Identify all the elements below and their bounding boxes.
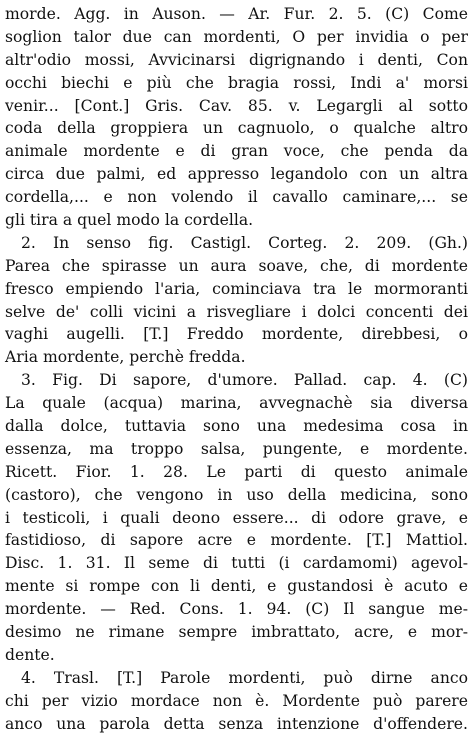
- sense-heading-2: 2. In senso fig. Castigl. Corteg. 2. 209. (Gh.): [21, 233, 468, 252]
- text-line: Disc. 1. 31. Il seme di tutti (i cardamomi) agevol-: [5, 554, 468, 573]
- text-line: circa due palmi, ed appresso legandolo con un altra: [5, 165, 468, 184]
- text-line: altr'odio mossi, Avvicinarsi digrignando i denti, Con: [5, 50, 468, 69]
- text-line: soglion talor due can mordenti, O per invidia o per: [5, 27, 468, 46]
- text-line: Ricett. Fior. 1. 28. Le parti di questo animale: [5, 462, 468, 481]
- text-line: mordente. — Red. Cons. 1. 94. (C) Il sangue me-: [5, 600, 468, 619]
- text-line: anco una parola detta senza intenzione d'offendere.: [5, 714, 468, 733]
- text-line: essenza, ma troppo salsa, pungente, e mordente.: [5, 439, 468, 458]
- text-line: selve de' colli vicini a risvegliare i dolci concenti dei: [5, 302, 468, 321]
- text-line: animale mordente e di gran voce, che penda da: [5, 142, 468, 161]
- sense-heading-4: 4. Trasl. [T.] Parole mordenti, può dirne anco: [21, 668, 468, 687]
- sense-heading-3: 3. Fig. Di sapore, d'umore. Pallad. cap. 4. (C): [21, 371, 468, 390]
- text-line: i testicoli, i quali deono essere... di odore grave, e: [5, 508, 468, 527]
- text-line: (castoro), che vengono in uso della medicina, sono: [5, 485, 468, 504]
- text-line: chi per vizio mordace non è. Mordente può parere: [5, 691, 468, 710]
- text-line: vaghi augelli. [T.] Freddo mordente, direbbesi, o: [5, 325, 468, 344]
- text-line: Parea che spirasse un aura soave, che, di mordente: [5, 256, 468, 275]
- text-line: cordella,... e non volendo il cavallo caminare,... se: [5, 188, 468, 207]
- text-line: dalla dolce, tuttavia sono una medesima cosa in: [5, 417, 468, 436]
- text-line: mente si rompe con li denti, e gustandosi è acuto e: [5, 577, 468, 596]
- text-line: dente.: [5, 645, 55, 664]
- text-line: occhi biechi e più che bragia rossi, Indi a' morsi: [5, 73, 468, 92]
- text-line: desimo ne rimane sempre imbrattato, acre, e mor-: [5, 623, 468, 642]
- text-line: venir... [Cont.] Gris. Cav. 85. v. Legargli al sotto: [5, 96, 468, 115]
- text-line: fastidioso, di sapore acre e mordente. [T.] Mattiol.: [5, 531, 468, 550]
- text-line: gli tira a quel modo la cordella.: [5, 211, 254, 230]
- text-line: morde. Agg. in Auson. — Ar. Fur. 2. 5. (C) Come: [5, 5, 468, 23]
- text-line: fresco empiendo l'aria, cominciava tra le mormoranti: [5, 279, 468, 298]
- text-line: coda della groppiera un cagnuolo, o qualche altro: [5, 119, 468, 138]
- text-line: La quale (acqua) marina, avvegnachè sia diversa: [5, 394, 468, 413]
- text-line: Aria mordente, perchè fredda.: [5, 348, 246, 367]
